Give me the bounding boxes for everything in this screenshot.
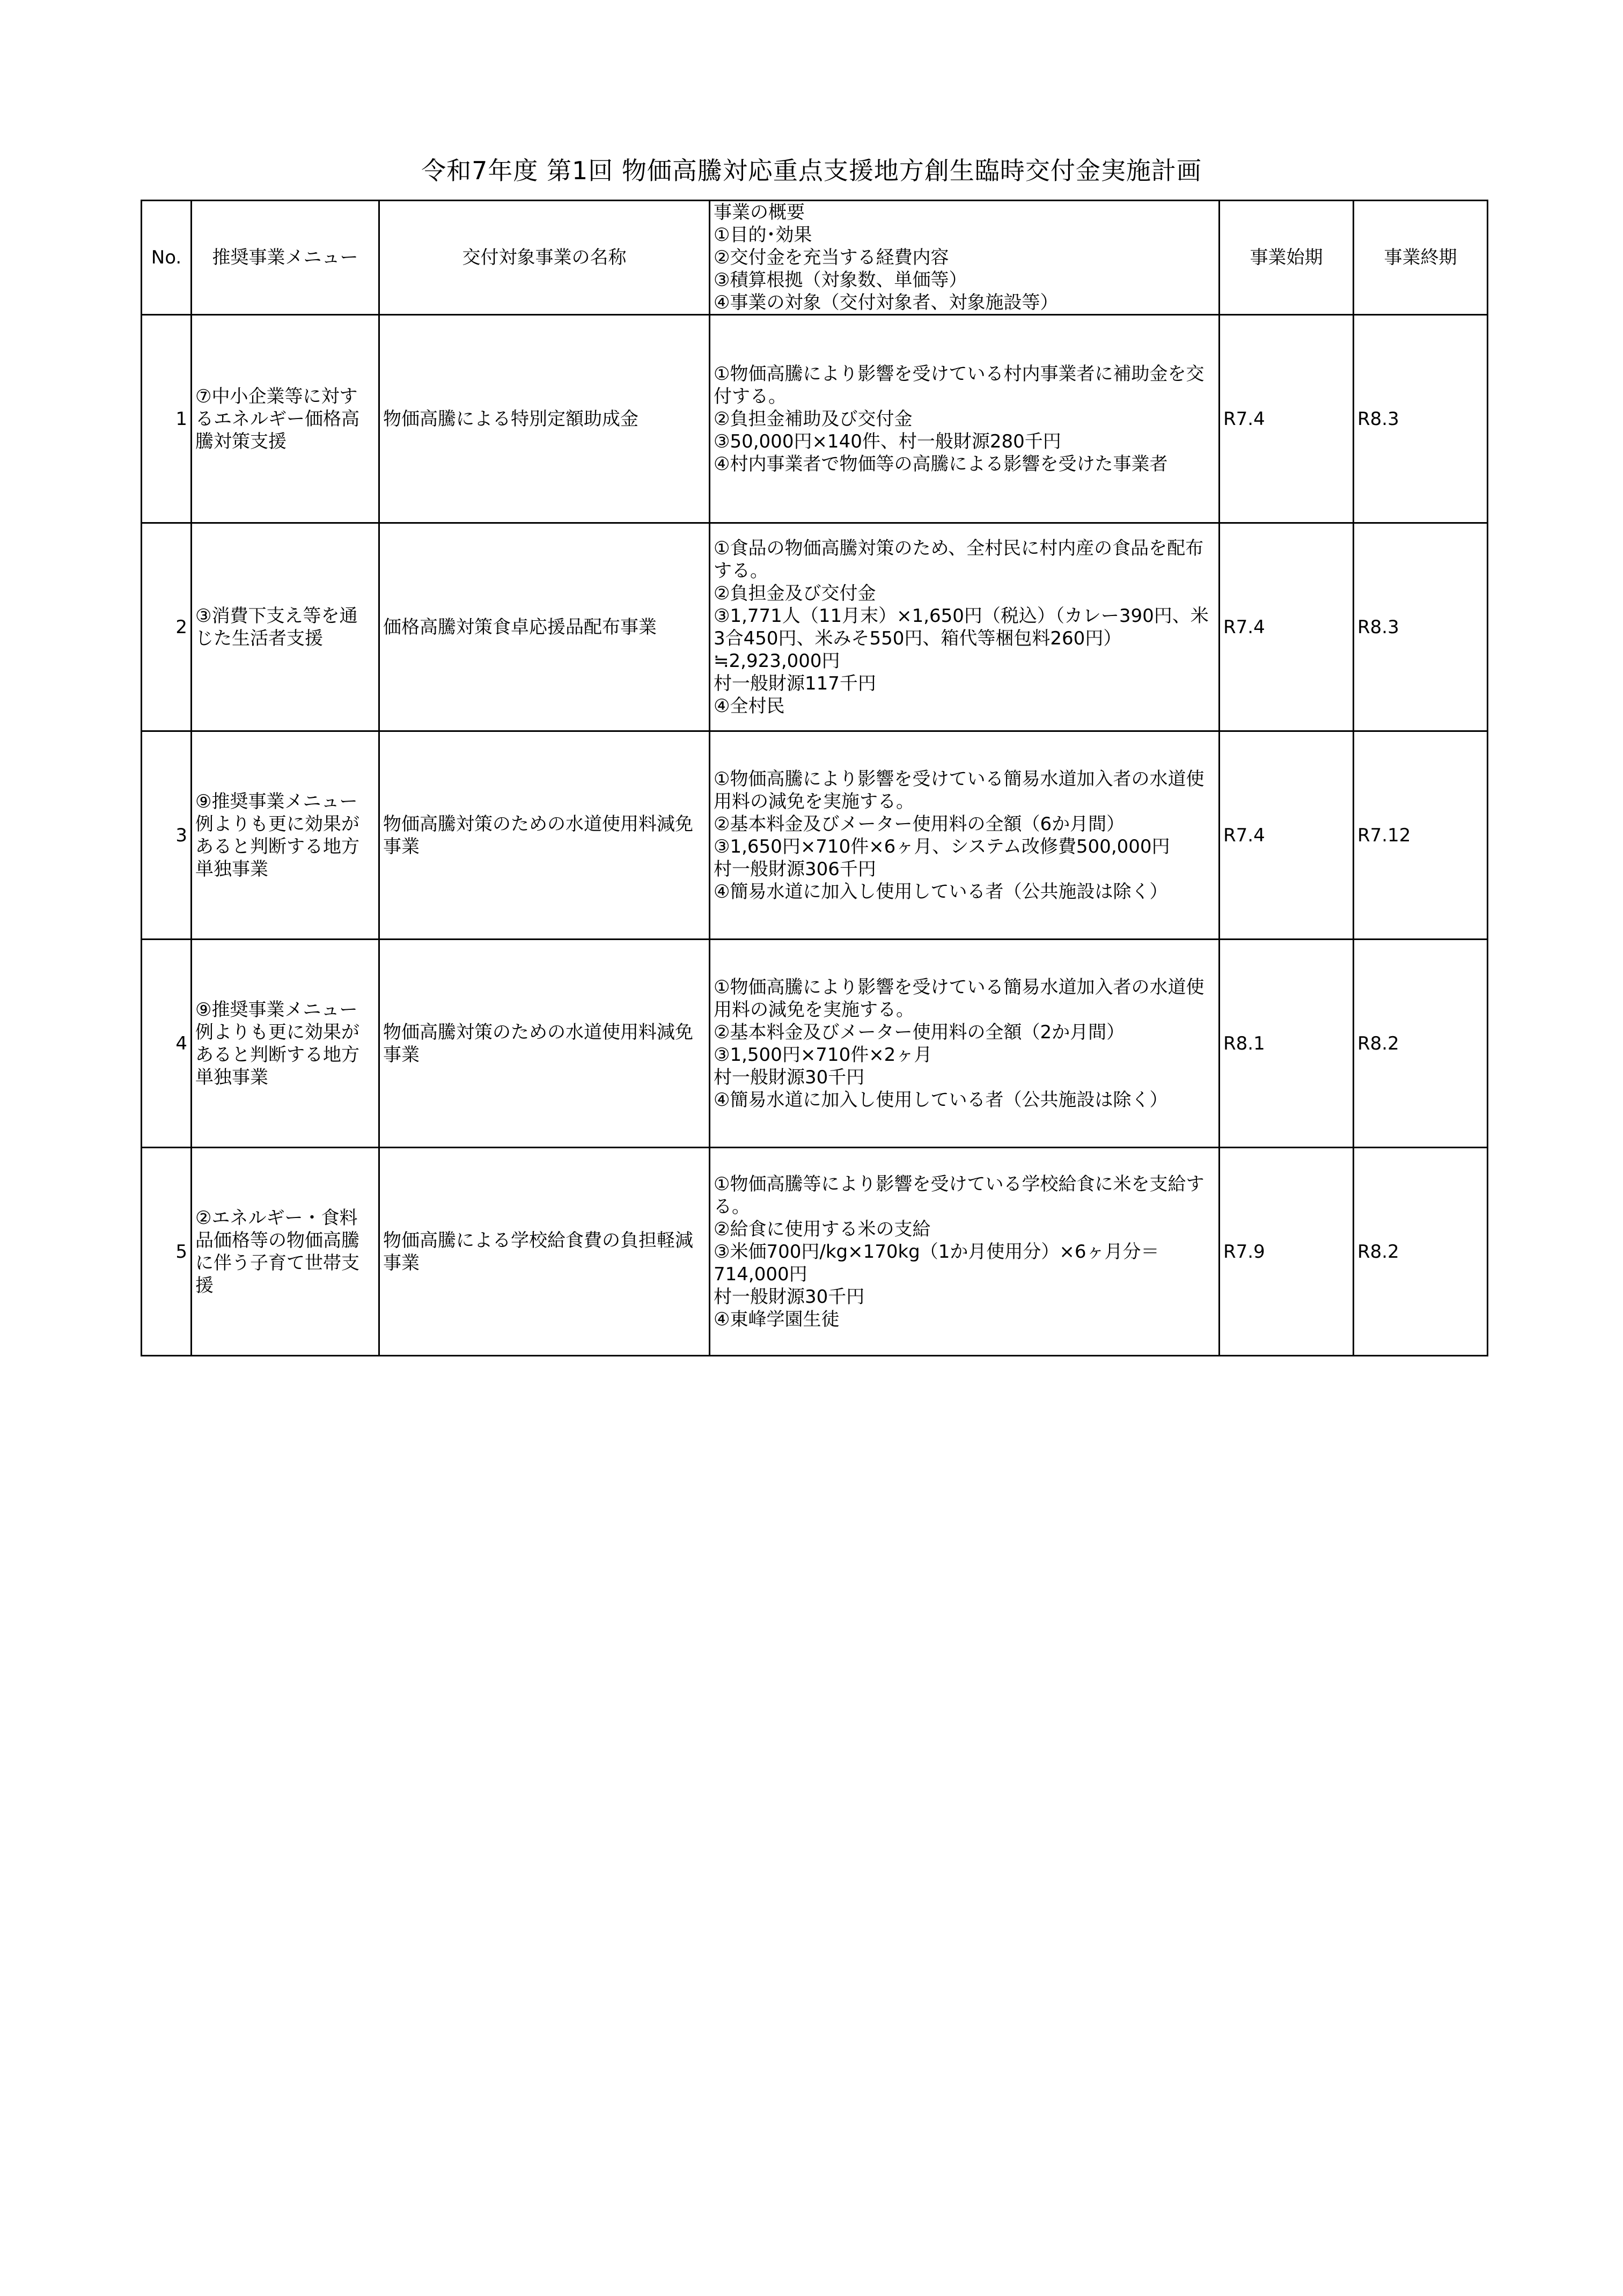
row-end: R8.3	[1354, 523, 1488, 731]
header-summary-line: ④事業の対象（交付対象者、対象施設等）	[714, 292, 1059, 313]
row-menu-text: ⑦中小企業等に対するエネルギー価格高騰対策支援	[195, 385, 359, 452]
row-name	[379, 523, 710, 731]
row-end: R7.12	[1354, 731, 1488, 940]
row-summary	[710, 523, 1220, 731]
row-summary	[710, 1148, 1220, 1356]
row-no: 5	[142, 1148, 192, 1356]
header-summary-line: ②交付金を充当する経費内容	[714, 247, 949, 268]
header-menu: 推奨事業メニュー	[192, 201, 379, 315]
plan-table	[141, 200, 1488, 1356]
row-no: 4	[142, 940, 192, 1148]
row-start: R7.4	[1220, 523, 1354, 731]
row-menu	[192, 940, 379, 1148]
header-row	[142, 201, 1488, 315]
summary-line: ①食品の物価高騰対策のため、全村民に村内産の食品を配布する。	[714, 537, 1204, 582]
row-menu	[192, 315, 379, 523]
row-menu	[192, 731, 379, 940]
summary-line: ②給食に使用する米の支給	[714, 1218, 931, 1240]
summary-line: 村一般財源117千円	[714, 672, 876, 694]
summary-line: ②基本料金及びメーター使用料の全額（2か月間）	[714, 1021, 1125, 1043]
row-start: R7.4	[1220, 731, 1354, 940]
header-summary-line: ①目的･効果	[714, 224, 812, 246]
summary-line: 村一般財源30千円	[714, 1286, 865, 1308]
summary-line: ③1,500円×710件×2ヶ月	[714, 1044, 932, 1066]
summary-line: ③1,650円×710件×6ヶ月、システム改修費500,000円	[714, 835, 1170, 857]
summary-line: ③50,000円×140件、村一般財源280千円	[714, 430, 1061, 452]
summary-line: 村一般財源30千円	[714, 1066, 865, 1088]
header-name: 交付対象事業の名称	[379, 201, 710, 315]
row-menu-text: ②エネルギー・食料品価格等の物価高騰に伴う子育て世帯支援	[195, 1207, 359, 1296]
summary-line: ①物価高騰等により影響を受けている学校給食に米を支給する。	[714, 1173, 1205, 1217]
row-no: 1	[142, 315, 192, 523]
row-menu	[192, 523, 379, 731]
summary-line: ②負担金及び交付金	[714, 582, 876, 604]
row-no: 2	[142, 523, 192, 731]
summary-line: ④東峰学園生徒	[714, 1308, 840, 1330]
row-start: R7.9	[1220, 1148, 1354, 1356]
row-name	[379, 315, 710, 523]
header-no: No.	[142, 201, 192, 315]
row-summary	[710, 315, 1220, 523]
summary-line: ④全村民	[714, 695, 785, 717]
row-name-text: 物価高騰による特別定額助成金	[383, 408, 638, 430]
summary-line: ②負担金補助及び交付金	[714, 408, 913, 430]
header-end: 事業終期	[1354, 201, 1488, 315]
summary-line: ②基本料金及びメーター使用料の全額（6か月間）	[714, 813, 1125, 835]
row-name-text: 物価高騰による学校給食費の負担軽減事業	[383, 1229, 693, 1274]
summary-line: ③米価700円/kg×170kg（1か月使用分）×6ヶ月分＝714,000円	[714, 1241, 1159, 1285]
summary-line: 村一般財源306千円	[714, 858, 876, 880]
header-summary-line: 事業の概要	[714, 202, 805, 223]
row-end: R8.2	[1354, 940, 1488, 1148]
header-summary-line: ③積算根拠（対象数、単価等）	[714, 269, 967, 291]
row-menu-text: ⑨推奨事業メニュー例よりも更に効果があると判断する地方単独事業	[195, 790, 359, 880]
row-menu-text: ③消費下支え等を通じた生活者支援	[195, 605, 358, 649]
row-name-text: 物価高騰対策のための水道使用料減免事業	[383, 813, 693, 857]
row-summary	[710, 731, 1220, 940]
table-row	[142, 315, 1488, 523]
row-end: R8.2	[1354, 1148, 1488, 1356]
row-name-text: 物価高騰対策のための水道使用料減免事業	[383, 1021, 693, 1066]
row-menu-text: ⑨推奨事業メニュー例よりも更に効果があると判断する地方単独事業	[195, 999, 359, 1088]
table-row	[142, 731, 1488, 940]
row-summary	[710, 940, 1220, 1148]
row-menu	[192, 1148, 379, 1356]
row-name-text: 価格高騰対策食卓応援品配布事業	[383, 616, 657, 638]
summary-line: ①物価高騰により影響を受けている簡易水道加入者の水道使用料の減免を実施する。	[714, 976, 1205, 1021]
table-row	[142, 523, 1488, 731]
summary-line: ④簡易水道に加入し使用している者（公共施設は除く）	[714, 881, 1168, 903]
row-name	[379, 940, 710, 1148]
summary-line: ④村内事業者で物価等の高騰による影響を受けた事業者	[714, 453, 1168, 475]
summary-line: ③1,771人（11月末）×1,650円（税込）（カレー390円、米3合450円、米みそ550円、箱代等梱包料260円）≒2,923,000円	[714, 605, 1209, 672]
row-start: R8.1	[1220, 940, 1354, 1148]
summary-line: ①物価高騰により影響を受けている村内事業者に補助金を交付する。	[714, 363, 1205, 407]
row-no: 3	[142, 731, 192, 940]
page-title: 令和7年度 第1回 物価高騰対応重点支援地方創生臨時交付金実施計画	[421, 156, 1202, 185]
row-name	[379, 1148, 710, 1356]
table-row	[142, 1148, 1488, 1356]
row-name	[379, 731, 710, 940]
table-row	[142, 940, 1488, 1148]
header-summary	[710, 201, 1220, 315]
row-end: R8.3	[1354, 315, 1488, 523]
summary-line: ④簡易水道に加入し使用している者（公共施設は除く）	[714, 1089, 1168, 1111]
header-start: 事業始期	[1220, 201, 1354, 315]
row-start: R7.4	[1220, 315, 1354, 523]
summary-line: ①物価高騰により影響を受けている簡易水道加入者の水道使用料の減免を実施する。	[714, 768, 1205, 812]
